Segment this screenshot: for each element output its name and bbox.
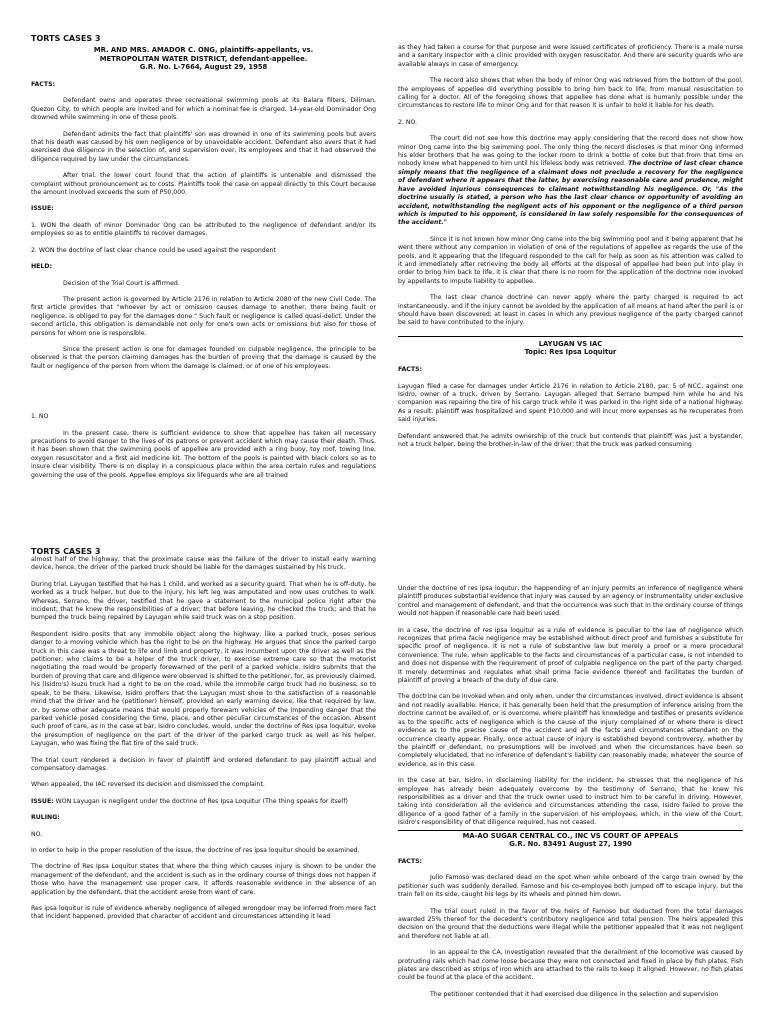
- paragraph: Respondent Isidro posits that any immobile object along the highway, like a parked truck, poses serious danger to a moving vehicle which has the right to be on the highway. He argues that since the parked cargo truck in this case was a threat to life and limb and property, it was incumbent upon the driver as well as the petitioner, who claims to be a helper of the truck driver, to exercise extreme care so that the motorist negotiating the road would be properly forewarned of the peril of a parked vehicle. Isidro submits that the burden of proving that care and diligence were observed is shifted to the petitioner, for, as previously claimed, his (Isidro's) Isuzu truck had a right to be on the road, while the immobile cargo truck had no business, so to speak, to be there. Likewise, Isidro proffers that the Layugan must show to the satisfaction of a reasonable mind that the driver and he (petitioner) himself, provided an early warning device, like that required by law, or, by some other adequate means that would properly forewarn vehicles of the impending danger that the parked vehicle posed considering the time, place, and other peculiar circumstances of the occasion. Absent such proof of care, as in the case at bar, Isidro concludes, would, under the doctrine of Res ipsa loquitur, evoke the presumption of negligence on the part of the driver of the parked cargo truck as well as his helper, Layugan, who was fixing the flat tire of the said truck.: [31, 630, 376, 748]
- document-page-2: [0, 512, 768, 1024]
- issue-text: WON Layugan is negligent under the doctrine of Res Ipsa Loquitur (The thing speaks for itself): [55, 797, 348, 805]
- paragraph: Since the present action is one for damages founded on culpable negligence, the principle to be observed is that the person claiming damages has the burden of proving that the damage is caused by the fault or negligence of the person from whom the damage is claimed, or of one of his employees.: [31, 345, 376, 370]
- issue-label: ISSUE:: [31, 205, 54, 213]
- paragraph: In the present case, there is sufficient evidence to show that appellee has taken all necessary precautions to avoid danger to the lives of its patrons or prevent accident which may cause their death. Thus, it has been shown that the swimming pools of appellee are provided with a ring buoy, toy roof, towing line, oxygen resuscitator and a first aid medicine kit. The bottom of the pools is painted with black colors so as to insure clear visibility. There is on display in a conspicuous place within the area certain rules and regulations governing the use of the pools. Appellee employs six lifeguards who are all trained: [31, 429, 376, 479]
- paragraph: In order to help in the proper resolution of the issue, the doctrine of res ipsa loquitur should be examined.: [31, 846, 360, 854]
- paragraph: The record also shows that when the body of minor Ong was retrieved from the bottom of the pool, the employees of appellee did everything possible to bring him back to life, from manual resuscitation to calling for a doctor. All of the foregoing shows that appellee has done what is humanly possible under the circumstances to restore life to minor Ong and for that reason it is unfair to hold it liable for his death.: [398, 77, 743, 110]
- paragraph: The doctrine can be invoked when and only when, under the circumstances involved, direct evidence is absent and not readily available. Hence, it has generally been held that the presumption of inference arising from the doctrine cannot be availed of, or is overcome, where plaintiff has knowledge and testifies or presents evidence as to the specific acts of negligence which is the cause of the injury complained of or where there is direct evidence as to the precise cause of the accident and all the facts and circumstances attendant on the occurrence clearly appear. Finally, once actual cause of injury is established beyond controversy, whether by the plaintiff or defendant, no presumptions will be involved and when the circumstances have been so completely elucidated, that no inference of defendant's liability can reasonably made, whatever the source of evidence, as in this case.: [398, 693, 743, 768]
- answer-label: 1. NO: [31, 413, 49, 421]
- issue-item: 2. WON the doctrine of last clear chance could be used against the respondent: [31, 246, 276, 254]
- case-title: [398, 340, 743, 356]
- paragraph: In an appeal to the CA, investigation revealed that the derailment of the locomotive was caused by protruding rails which had come loose because they were not connected and fixed in place by fish plates. Fish plates are described as strips of iron which are attached to the rails to keep it aligned. However, no fish plates could be found at the place of the accident.: [398, 949, 743, 982]
- paragraph: In the case at bar, Isidro, in disclaiming liability for the incident, he stresses that the negligence of his employee has already been adequately overcome by the testimony of Serrano, that he knew his responsibilities as a driver and that the truck owner used to instruct him to be careful in driving. However, taking into consideration all the evidence and circumstances attending the case, Isidro failed to prove the diligence of a good father of a family in the supervision of his employees, which, in the view of the Court, Isidro's responsibility of that diligence required, has not ceased.: [398, 777, 743, 827]
- held-label: HELD:: [31, 263, 52, 271]
- page2-left-column: [31, 512, 376, 1024]
- paragraph: Decision of the Trial Court is affirmed.: [63, 279, 180, 287]
- case-title: [398, 832, 743, 848]
- paragraph: The trial court rendered a decision in favor of plaintiff and ordered defendant to pay plaintiff actual and compensatory damages.: [31, 756, 376, 772]
- answer-label: 2. NO.: [398, 118, 418, 126]
- paragraph: When appealed, the IAC reversed its decision and dismissed the complaint.: [31, 781, 265, 789]
- paragraph: Defendant admits the fact that plaintiffs' son was drowned in one of its swimming pools but avers that his death was caused by his own negligence or by unavoidable accident. Defendant also avers that it had exercised due diligence in the selection of, and supervision over, its employees and that it had observed the diligence required by law under the circumstances.: [31, 130, 376, 163]
- facts-label: FACTS:: [398, 366, 422, 374]
- paragraph: Under the doctrine of res ipsa loqutur, the happending of an injury permits an inference of negligence where plaintiff produces substantial evidence that injury was caused by an agency or instrumentality under exclusive control and management of defendant, and that the occurrence was such that in the ordinary course of things would not happen if reasonable care had been used.: [398, 585, 743, 618]
- issue-item: 1. WON the death of minor Dominador Ong can be attributed to the negligence of defendant and/or its employees so as to entitle plaintiffs to recover damages.: [31, 221, 376, 238]
- paragraph: The last clear chance doctrine can never apply where the party charged is required to act instantaneously, and if the injury cannot be avoided by the application of all means at hand after the peril is or should have been discovered; at least in cases in which any previous negligence of the party charged cannot be said to have contributed to the injury.: [398, 294, 743, 327]
- emphasized-text: The doctrine of last clear chance simply means that the negligence of a claimant does not preclude a recovery for the negligence of defendant where it appears that the latter, by exercising reasonable care and prudence, might have avoided injurious consequences to claimant notwithstanding his negligence. Or, "As the doctrine usually is stated, a person who has the last clear chance or opportunity of avoiding an accident, notwithstanding the negligent acts of his opponent or the negligence of a third person which is imputed to his opponent, is considered in law solely responsible for the consequences of the accident.": [398, 160, 743, 227]
- paragraph: Since it is not known how minor Ong came into the big swimming pool and it being apparent that he went there without any companion in violation of one of the regulations of appellee as regards the use of the pools, and it appearing that the lifeguard responded to the call for help as soon as his attention was called to it and immediately after retrieving the body all efforts at the disposal of appellee had been put into play in order to bring him back to life, it is clear that there is no room for the application of the doctrine now invoked by appellants to impute liability to appellee..: [398, 235, 743, 285]
- paragraph: The present action is governed by Article 2176 in relation to Article 2080 of the new Civil Code. The first article provides that "whoever by act or omission causes damage to another, there being fault or negligence, is obliged to pay for the damages done." Such fault or negligence is called quasi-delict. Under the second article, this obligation is demandable not only for one's own acts or omissions but also for those of persons for whom one is responsible.: [31, 295, 376, 337]
- case-title: [31, 46, 376, 71]
- paragraph: [398, 135, 743, 227]
- page1-right-column: [398, 0, 743, 512]
- page-header: TORTS CASES 3: [31, 547, 101, 556]
- issue-line: [31, 798, 376, 806]
- paragraph: Julio Famoso was declared dead on the spot when while onboard of the cargo train owned by the petitioner such was suddenly derailed. Famoso and his co-employee both jumped off to escape injury, but the train fell on its side, caught his legs by its wheels and pinned him down.: [398, 874, 743, 899]
- paragraph: Defendant answered that he admits ownership of the truck but contends that plaintiff was just a bystander, not a truck helper, being the brother-in-law of the driver; that the truck was parked consuming: [398, 432, 743, 449]
- paragraph: Defendant owns and operates three recreational swimming pools at its Balara filters, Diliman, Quezon City, to which people are invited and for which a nominal fee is charged. 14-year-old Dominador Ong drowned while swimming in one of those pools.: [31, 97, 376, 122]
- answer-label: NO.: [31, 830, 43, 838]
- divider: [398, 336, 743, 337]
- paragraph: In a case, the doctrine of res ipsa loquitur as a rule of evidence is peculiar to the law of negligence which recognizes that prima facie negligence may be established without direct proof and furnishes a substitute for specific proof of negligence. It is not a rule of substantive law but merely a proof or a mere procedural convenience. The rule, when applicable to the facts and circumstances of a particular case, is not intended to and does not dispense with the requirement of proof of culpable negligence on the part of the party charged. It merely determines and regulates what shall prima facie evidence thereof and facilitates the burden of plaintiff of proving a breach of the duty of due care.: [398, 626, 743, 685]
- paragraph: After trial, the lower court found that the action of plaintiffs is untenable and dismissed the complaint without pronouncement as to costs. Plaintiffs took the case on appeal directly to this Court because the amount involved exceeds the sum of P50,000.: [31, 172, 376, 197]
- case-topic-line: Topic: Res Ipsa Loquitur: [524, 347, 617, 356]
- case-gr-line: G.R. No. 83491 August 27, 1990: [509, 839, 632, 848]
- paragraph: The trial court ruled in the favor of the heirs of Famoso but deducted from the total damages awarded 25% thereof for the decedent's contributory negligence and total pension. The heirs appealed this decision on the ground that the deductions were illegal while the petitioner appealed that it was not negligent and therefore not liable at all.: [398, 907, 743, 940]
- case-title-line: LAYUGAN VS IAC: [538, 339, 603, 348]
- facts-label: FACTS:: [31, 81, 55, 89]
- paragraph: The petitioner contended that it had exercised due diligence in the selection and supervision: [430, 990, 719, 998]
- case-title-line: METROPOLITAN WATER DISTRICT, defendant-appellee.: [99, 54, 308, 63]
- spacer: [31, 379, 376, 413]
- spacer: [398, 0, 743, 44]
- ruling-label: RULING:: [31, 814, 60, 822]
- page-header: TORTS CASES 3: [31, 34, 101, 43]
- paragraph: Res ipsa loquitur is rule of evidence whereby negligence of alleged wrongdoer may be inferred from mere fact that incident happened, provided that character of accident and circumstances attending it lead: [31, 905, 376, 921]
- page2-right-column: [398, 512, 743, 1024]
- paragraph: Layugan filed a case for damages under Article 2176 in relation to Article 2180, par. 5 of NCC, against one Isidro, owner of a truck, driven by Serrano. Layugan alleged that Serrano bumped him while he and his companion was repairing the tire of his cargo truck while it was parked in the right side of a national highway. As a result, plaintiff was hospitalized and spent P10,000 and will incur more expenses as he recuperates from said injuries.: [398, 382, 743, 424]
- spacer: [398, 512, 743, 585]
- case-title-line: MR. AND MRS. AMADOR C. ONG, plaintiffs-appellants, vs.: [93, 46, 314, 55]
- text-run: The court did not see how this doctrine may apply considering that the record does not show how minor Ong came into the big swimming pool. The only thing the record discloses is that minor Ong informed his elder brothers that he was going to the locker room to drink a bottle of coke but that from that time on nobody knew what happened to him until his lifeless body was retrieved.: [398, 135, 743, 168]
- paragraph: almost half of the highway; that the proximate cause was the failure of the driver to install early warning device, hence, the driver of the parked truck should be liable for the damages sustained by his truck.: [31, 556, 376, 572]
- page1-left-column: [31, 0, 376, 512]
- divider: [398, 830, 743, 831]
- paragraph: as they had taken a course for that purpose and were issued certificates of proficiency. There is a male nurse and a sanitary inspector with a clinic provided with oxygen resuscitator. And there are security guards who are available always in case of emergency.: [398, 44, 743, 68]
- issue-label: ISSUE:: [31, 797, 54, 805]
- paragraph: During trial, Layugan testified that he has 1 child, and worked as a security guard. That when he is off-duty, he worked as a truck helper, but due to the injury, his left leg was amputated and now uses crutches to walk. Whereas, Serrano, the driver, testified that he gave a statement to the municipal police right after the incident; that he knew the responsibilities of a driver; that before leaving, he checked the truck; and that he bumped the truck being repaired by Layugan while said truck was on a stop position.: [31, 580, 376, 622]
- paragraph: The doctrine of Res Ipsa Loquitur states that where the thing which causes injury is shown to be under the management of the defendant, and the accident is such as in the ordinary course of things does not happen if those who have the management use proper care, it affords reasonable evidence in the absence of an application by the defendant, that the accident arose from want of care.: [31, 863, 376, 896]
- case-title-line: MA-AO SUGAR CENTRAL CO., INC VS COURT OF APPEALS: [462, 831, 679, 840]
- case-title-line: G.R. No. L-7664, August 29, 1958: [139, 62, 268, 71]
- facts-label: FACTS:: [398, 857, 422, 865]
